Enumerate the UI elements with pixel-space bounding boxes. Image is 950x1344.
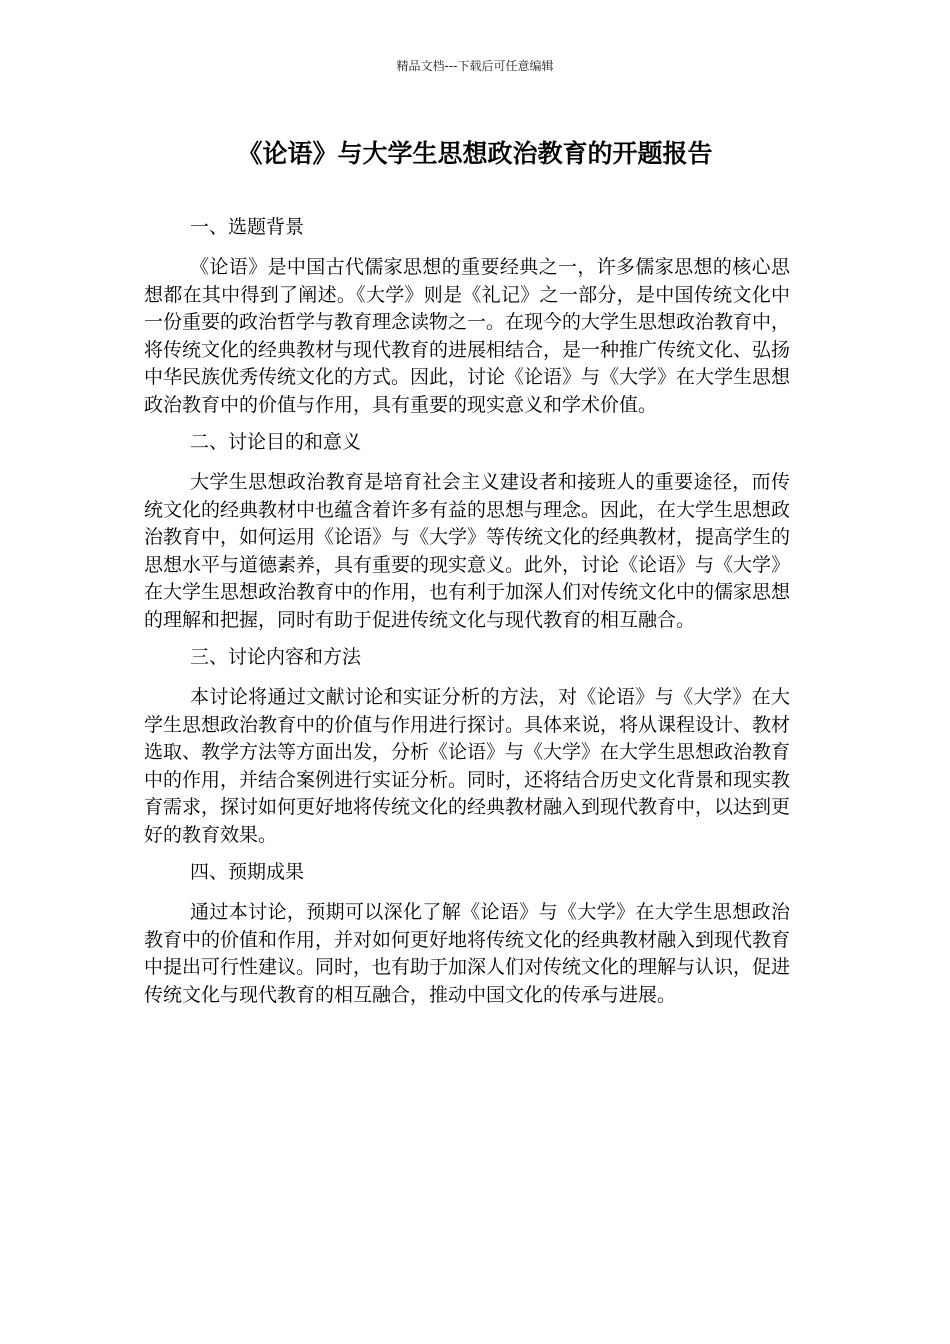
document-title: 《论语》与大学生思想政治教育的开题报告 [237, 139, 713, 168]
section-background [144, 212, 790, 419]
section-heading: 四、预期成果 [190, 861, 305, 883]
section-purpose [144, 427, 790, 634]
section-heading: 二、讨论目的和意义 [190, 431, 362, 453]
section-heading: 三、讨论内容和方法 [190, 646, 362, 668]
section-content-method [144, 642, 790, 849]
document-body [144, 212, 790, 1009]
section-paragraph: 本讨论将通过文献讨论和实证分析的方法，对《论语》与《大学》在大学生思想政治教育中的价值与作用进行探讨。具体来说，将从课程设计、教材选取、教学方法等方面出发，分析《论语》与《大学》在大学生思想政治教育中的作用，并结合案例进行实证分析。同时，还将结合历史文化背景和现实教育需求，探讨如何更好地将传统文化的经典教材融入到现代教育中，以达到更好的教育效果。 [144, 686, 791, 846]
section-heading: 一、选题背景 [190, 216, 305, 238]
page-header [0, 58, 950, 74]
section-paragraph: 通过本讨论，预期可以深化了解《论语》与《大学》在大学生思想政治教育中的价值和作用，并对如何更好地将传统文化的经典教材融入到现代教育中提出可行性建议。同时，也有助于加深人们对传统文化的理解与认识，促进传统文化与现代教育的相互融合，推动中国文化的传承与进展。 [144, 901, 791, 1006]
section-paragraph: 大学生思想政治教育是培育社会主义建设者和接班人的重要途径，而传统文化的经典教材中也蕴含着许多有益的思想与理念。因此，在大学生思想政治教育中，如何运用《论语》与《大学》等传统文化的经典教材，提高学生的思想水平与道德素养，具有重要的现实意义。此外，讨论《论语》与《大学》在大学生思想政治教育中的作用，也有利于加深人们对传统文化中的儒家思想的理解和把握，同时有助于促进传统文化与现代教育的相互融合。 [144, 471, 791, 631]
header-text: 精品文档---下载后可任意编辑 [396, 59, 554, 73]
section-expected-results [144, 857, 790, 1009]
section-paragraph: 《论语》是中国古代儒家思想的重要经典之一，许多儒家思想的核心思想都在其中得到了阐述。《大学》则是《礼记》之一部分，是中国传统文化中一份重要的政治哲学与教育理念读物之一。在现今的大学生思想政治教育中，将传统文化的经典教材与现代教育的进展相结合，是一种推广传统文化、弘扬中华民族优秀传统文化的方式。因此，讨论《论语》与《大学》在大学生思想政治教育中的价值与作用，具有重要的现实意义和学术价值。 [144, 256, 791, 416]
